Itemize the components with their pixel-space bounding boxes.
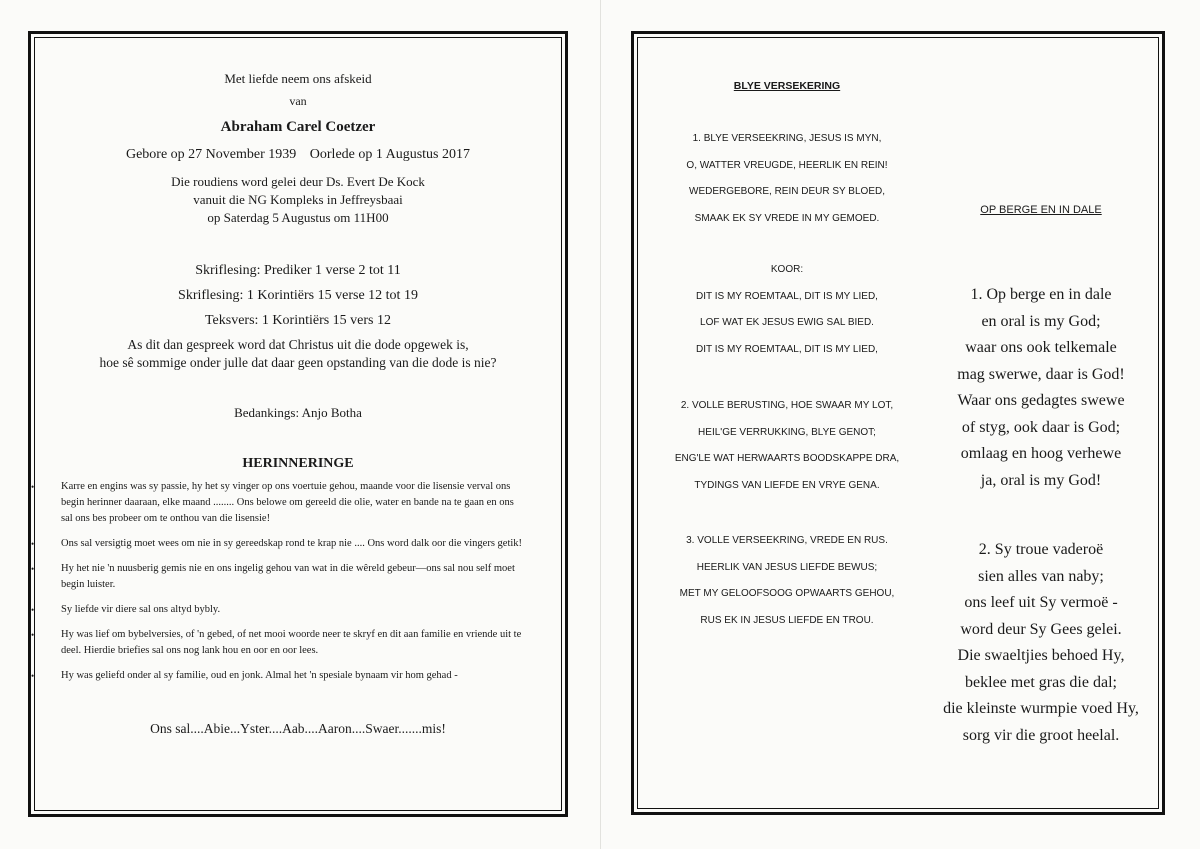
born-date: Gebore op 27 November 1939	[125, 147, 297, 162]
hymn-line: 2. VOLLE BERUSTING, HOE SWAAR MY LOT,	[680, 400, 894, 411]
hymn-line: sien alles van naby;	[978, 567, 1104, 585]
memories-list	[31, 479, 526, 693]
hymn-line: mag swerwe, daar is God!	[957, 365, 1125, 383]
list-item: • Hy was lief om bybelversies, of 'n gebed, of net mooi woorde neer te skryf en dit aan familie en vriende uit te deel. Hierdie briefies sal ons nog lank hou en oor en oor lees.	[31, 629, 522, 656]
dates-line	[31, 147, 565, 163]
service-line: Die roudiens word gelei deur Ds. Evert De Kock	[171, 174, 425, 189]
service-info	[31, 173, 565, 227]
left-page-frame	[28, 31, 568, 817]
memories-title: HERINNERINGE	[242, 456, 354, 471]
bullet-icon: •	[31, 564, 35, 574]
bullet-icon: •	[31, 605, 35, 615]
died-date: Oorlede op 1 Augustus 2017	[309, 147, 470, 162]
hymn-line: 3. VOLLE VERSEEKRING, VREDE EN RUS.	[686, 535, 888, 546]
hymn-line: HEERLIK VAN JESUS LIEFDE BEWUS;	[696, 561, 878, 573]
hymn-line: O, WATTER VREUGDE, HEERLIK EN REIN!	[686, 159, 888, 171]
hymn-line: en oral is my God;	[981, 312, 1101, 330]
hymn-line: of styg, ook daar is God;	[961, 418, 1121, 436]
quote-line: hoe sê sommige onder julle dat daar geen opstanding van die dode is nie?	[99, 355, 497, 370]
list-item: • Ons sal versigtig moet wees om nie in sy gereedskap rond te krap nie .... Ons word dalk oor die vingers getik!	[31, 536, 526, 552]
hymn-1-verse-1	[634, 126, 940, 232]
scripture-reading-1: Skriflesing: Prediker 1 verse 2 tot 11	[195, 263, 401, 278]
hymn-line: WEDERGEBORE, REIN DEUR SY BLOED,	[689, 186, 885, 197]
hymn-2-verse-2	[934, 537, 1148, 749]
scripture-reading-2: Skriflesing: 1 Korintiërs 15 verse 12 tot 19	[178, 288, 418, 303]
list-item: • Hy was geliefd onder al sy familie, oud en jonk. Almal het 'n spesiale bynaam vir hom gehad -	[31, 668, 526, 684]
hymn-line: LOF WAT EK JESUS EWIG SAL BIED.	[700, 317, 874, 328]
intro-line: Met liefde neem ons afskeid	[224, 71, 372, 86]
hymn-line: DIT IS MY ROEMTAAL, DIT IS MY LIED,	[696, 343, 878, 355]
list-item: • Karre en engins was sy passie, hy het sy vinger op ons voertuie gehou, maande voor die lisensie verval ons begin herinner daaraan, elke maand ........ Ons belowe om gereeld die olie, water en bande na te gaan en ons sal ons bes probeer om te onthou van die lisensie!	[31, 481, 514, 524]
list-item: • Hy het nie 'n nuusberig gemis nie en ons ingelig gehou van wat in die wêreld gebeur—ons sal nou self moet begin luister.	[31, 563, 515, 590]
hymn-line: 1. BLYE VERSEEKRING, JESUS IS MYN,	[692, 133, 882, 144]
hymn-1-verse-3	[634, 528, 940, 634]
hymn-line: KOOR:	[770, 264, 804, 275]
hymn-line: Die swaeltjies behoed Hy,	[957, 647, 1125, 664]
right-page-frame	[631, 31, 1165, 815]
hymn-line: ENG'LE WAT HERWAARTS BOODSKAPPE DRA,	[674, 453, 900, 464]
bullet-icon: •	[31, 482, 35, 492]
bullet-icon: •	[31, 539, 35, 549]
hymn-line: SMAAK EK SY VREDE IN MY GEMOED.	[694, 212, 880, 224]
quote-line: As dit dan gespreek word dat Christus uit die dode opgewek is,	[127, 337, 469, 352]
hymn-line: sorg vir die groot heelal.	[962, 726, 1120, 744]
hymn-line: ons leef uit Sy vermoë -	[964, 594, 1118, 611]
hymn-line: Waar ons gedagtes swewe	[957, 392, 1125, 409]
hymn-line: die kleinste wurmpie voed Hy,	[943, 700, 1139, 717]
deceased-name: Abraham Carel Coetzer	[220, 119, 376, 135]
hymn-line: waar ons ook telkemale	[965, 339, 1117, 356]
hymn-line: TYDINGS VAN LIEFDE EN VRYE GENA.	[694, 479, 880, 491]
hymn-2-title: OP BERGE EN IN DALE	[980, 204, 1102, 216]
hymn-2-verse-1	[934, 282, 1148, 494]
hymn-1-verse-2	[634, 393, 940, 499]
hymn-1-chorus	[634, 257, 940, 363]
hymn-line: DIT IS MY ROEMTAAL, DIT IS MY LIED,	[696, 290, 878, 302]
hymn-line: word deur Sy Gees gelei.	[960, 620, 1122, 638]
bullet-icon: •	[31, 671, 35, 681]
hymn-line: omlaag en hoog verhewe	[960, 445, 1122, 462]
thanks-line: Bedankings: Anjo Botha	[234, 405, 362, 420]
hymn-line: 2. Sy troue vaderoë	[978, 541, 1104, 558]
hymn-line: 1. Op berge en in dale	[970, 286, 1112, 303]
hymn-line: MET MY GELOOFSOOG OPWAARTS GEHOU,	[679, 588, 895, 599]
hymn-line: beklee met gras die dal;	[965, 673, 1117, 691]
hymn-line: RUS EK IN JESUS LIEFDE EN TROU.	[700, 614, 874, 626]
service-line: vanuit die NG Kompleks in Jeffreysbaai	[193, 192, 403, 207]
van-line: van	[289, 94, 307, 108]
hymn-1-title: BLYE VERSEKERING	[733, 80, 841, 92]
bullet-icon: •	[31, 630, 35, 640]
list-item: • Sy liefde vir diere sal ons altyd bybly.	[31, 602, 526, 618]
closing-line: Ons sal....Abie...Yster....Aab....Aaron....Swaer.......mis!	[150, 721, 446, 736]
hymn-line: HEIL'GE VERRUKKING, BLYE GENOT;	[698, 426, 876, 438]
service-line: op Saterdag 5 Augustus om 11H00	[207, 210, 389, 225]
right-page	[600, 0, 1200, 849]
scripture-quote	[31, 336, 565, 372]
text-verse: Teksvers: 1 Korintiërs 15 vers 12	[204, 313, 392, 328]
hymn-line: ja, oral is my God!	[980, 471, 1102, 489]
